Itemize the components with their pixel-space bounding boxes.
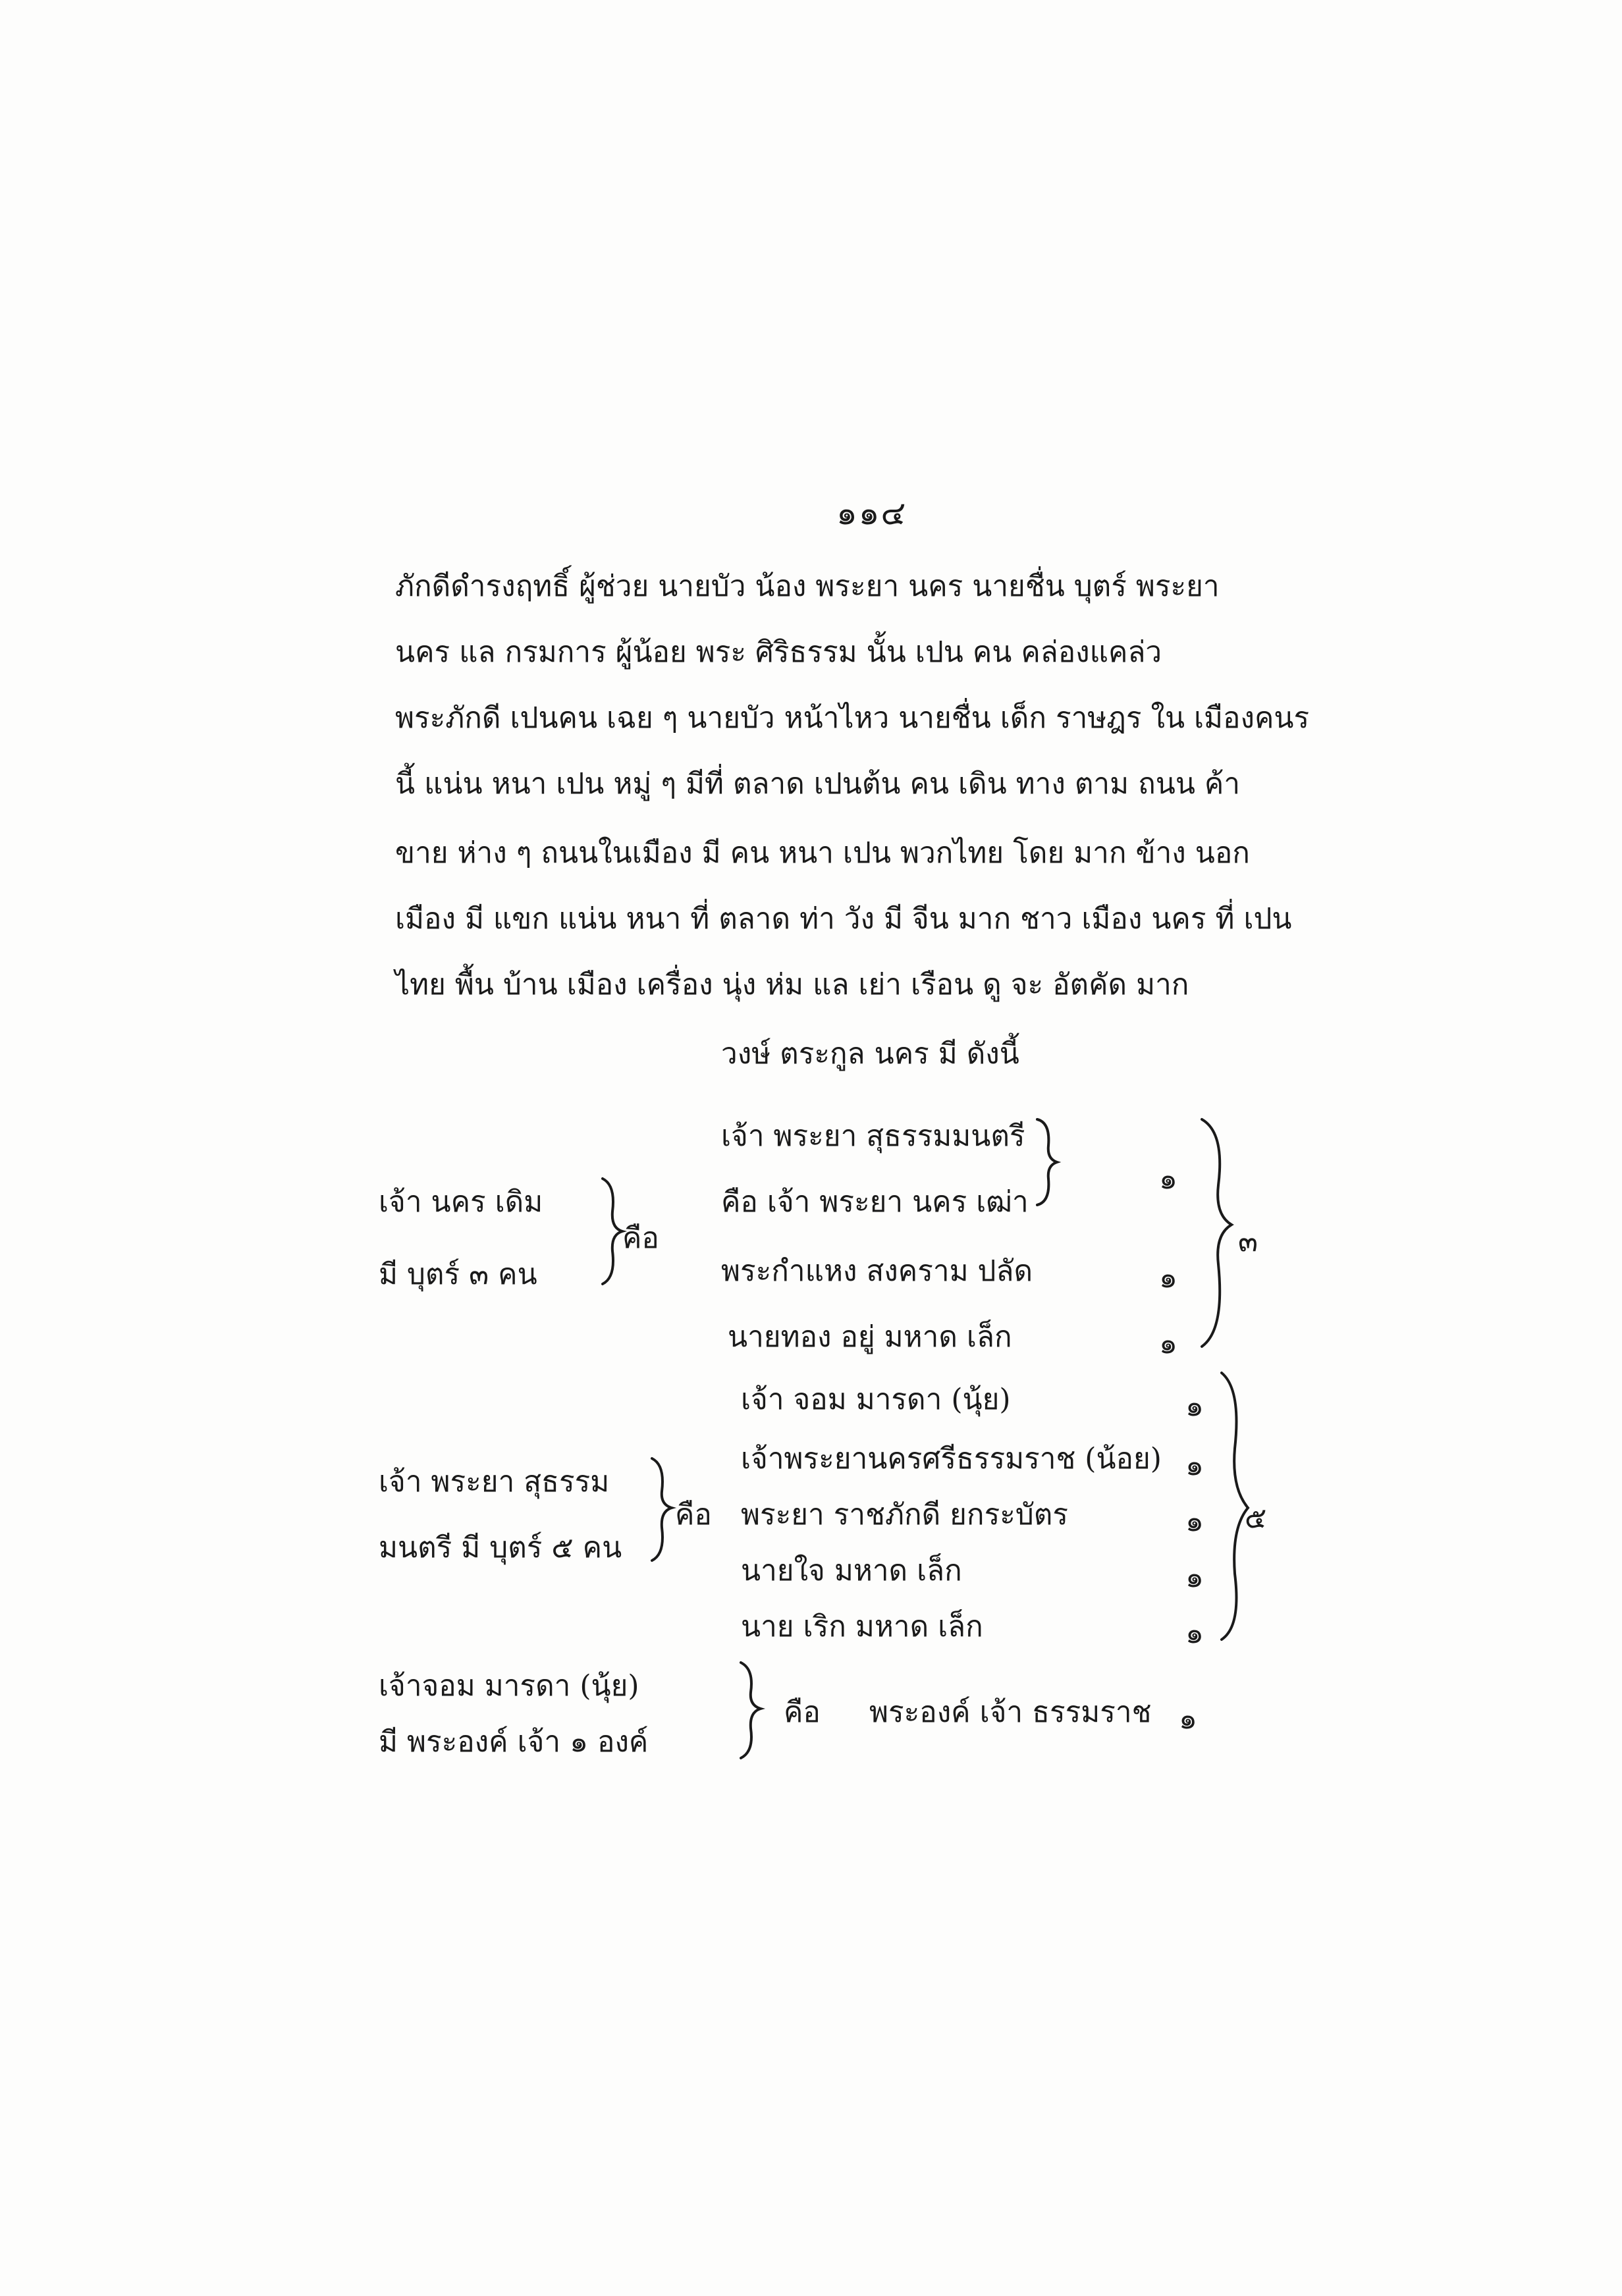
group1-child-pair-brace — [1037, 1119, 1057, 1205]
group2-child: พระยา ราชภักดี ยกระบัตร — [741, 1498, 1068, 1532]
group2-child: นายใจ มหาด เล็ก — [741, 1554, 962, 1588]
group1-parent-line2: มี บุตร์ ๓ คน — [379, 1258, 537, 1291]
paragraph-line: ขาย ห่าง ๆ ถนนในเมือง มี คน หนา เปน พวกไทย โดย มาก ข้าง นอก — [395, 836, 1250, 870]
group1-count: ๑ — [1159, 1162, 1177, 1196]
group2-count: ๑ — [1185, 1389, 1204, 1423]
group3-parent-line2: มี พระองค์ เจ้า ๑ องค์ — [379, 1725, 649, 1759]
group1-count: ๑ — [1159, 1261, 1177, 1295]
group2-parent-brace — [652, 1458, 672, 1561]
group1-count: ๑ — [1159, 1327, 1177, 1360]
group2-total: ๕ — [1245, 1501, 1267, 1535]
group3-parent-brace — [741, 1663, 761, 1758]
group2-child: นาย เริก มหาด เล็ก — [741, 1610, 983, 1643]
group1-child: เจ้า พระยา สุธรรมมนตรี — [721, 1119, 1025, 1153]
group2-child: เจ้า จอม มารดา (นุ้ย) — [741, 1383, 1011, 1416]
group2-count: ๑ — [1185, 1449, 1204, 1482]
group3-parent-line1: เจ้าจอม มารดา (นุ้ย) — [379, 1669, 639, 1703]
group3-count: ๑ — [1179, 1702, 1197, 1736]
paragraph-line: นคร แล กรมการ ผู้น้อย พระ ศิริธรรม นั้น เปน คน คล่องแคล่ว — [395, 635, 1162, 669]
group2-parent-line2: มนตรี มี บุตร์ ๕ คน — [379, 1531, 622, 1564]
group2-connector: คือ — [675, 1498, 712, 1532]
group1-total: ๓ — [1238, 1225, 1258, 1258]
group1-connector: คือ — [622, 1221, 659, 1255]
group1-total-brace — [1202, 1119, 1231, 1347]
paragraph-line: พระภักดี เปนคน เฉย ๆ นายบัว หน้าไหว นายชื่น เด็ก ราษฎร ใน เมืองคนร — [395, 701, 1310, 735]
paragraph-line: นี้ แน่น หนา เปน หมู่ ๆ มีที่ ตลาด เปนต้น คน เดิน ทาง ตาม ถนน ค้า — [395, 767, 1241, 801]
page-number: ๑๑๔ — [836, 494, 907, 532]
paragraph-line: ภักดีดำรงฤทธิ์ ผู้ช่วย นายบัว น้อง พระยา นคร นายชื่น บุตร์ พระยา — [395, 570, 1220, 603]
group3-child: พระองค์ เจ้า ธรรมราช — [869, 1695, 1152, 1729]
paragraph-line: ไทย พื้น บ้าน เมือง เครื่อง นุ่ง ห่ม แล เย่า เรือน ดู จะ อัตคัด มาก — [395, 968, 1189, 1001]
group1-child: นายทอง อยู่ มหาด เล็ก — [728, 1320, 1012, 1354]
group1-parent-line1: เจ้า นคร เดิม — [379, 1185, 543, 1219]
group1-child: คือ เจ้า พระยา นคร เฒ่า — [721, 1185, 1029, 1219]
group2-child: เจ้าพระยานครศรีธรรมราช (น้อย) — [741, 1442, 1162, 1476]
group1-child: พระกำแหง สงคราม ปลัด — [721, 1254, 1033, 1288]
group2-parent-line1: เจ้า พระยา สุธรรม — [379, 1465, 610, 1499]
paragraph-line: เมือง มี แขก แน่น หนา ที่ ตลาด ท่า วัง มี จีน มาก ชาว เมือง นคร ที่ เปน — [395, 902, 1292, 936]
group2-count: ๑ — [1185, 1505, 1204, 1538]
group2-total-brace — [1222, 1373, 1248, 1640]
group3-connector: คือ — [784, 1695, 821, 1729]
lineage-heading: วงษ์ ตระกูล นคร มี ดังนี้ — [721, 1037, 1019, 1071]
group2-count: ๑ — [1185, 1561, 1204, 1594]
group1-parent-brace — [603, 1179, 622, 1284]
group2-count: ๑ — [1185, 1616, 1204, 1650]
